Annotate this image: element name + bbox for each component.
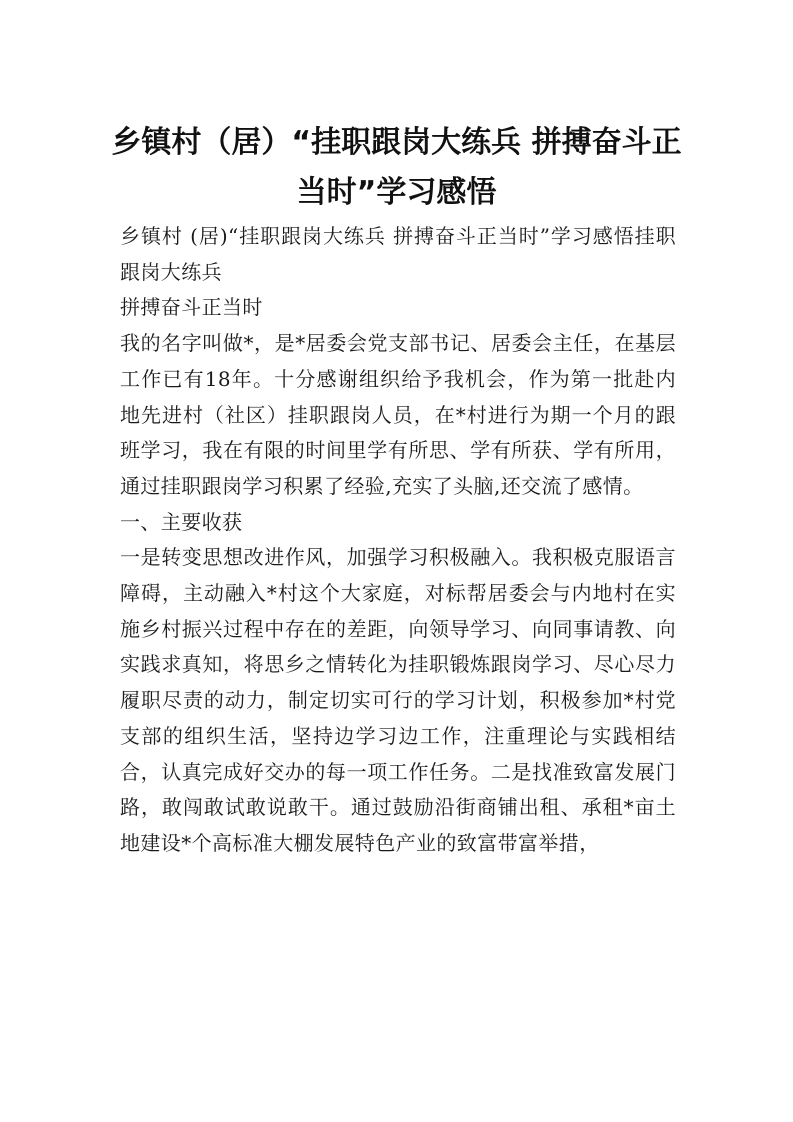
document-title: 乡镇村（居）“挂职跟岗大练兵 拼搏奋斗正当时”学习感悟 — [111, 125, 682, 210]
paragraph-main-gains: 一是转变思想改进作风，加强学习积极融入。我积极克服语言障碍，主动融入*村这个大家庭，对标帮居委会与内地村在实施乡村振兴过程中存在的差距，向领导学习、向同事请教、向实践求真知，将思乡之情转化为挂职锻炼跟岗学习、尽心尽力履职尽责的动力，制定切实可行的学习计划，积极参加*村党支部的组织生活，坚持边学习边工作，注重理论与实践相结合，认真完成好交办的每一项工作任务。二是找准致富发展门路，敢闯敢试敢说敢干。通过鼓励沿街商铺出租、承租*亩土地建设*个高标准大棚发展特色产业的致富带富举措， — [120, 545, 676, 855]
paragraph-self-introduction: 我的名字叫做*，是*居委会党支部书记、居委会主任，在基层工作已有18年。十分感谢组织给予我机会，作为第一批赴内地先进村（社区）挂职跟岗人员，在*村进行为期一个月的跟班学习，我在有限的时间里学有所思、学有所获、学有所用，通过挂职跟岗学习积累了经验,充实了头脑,还交流了感情。 — [120, 331, 676, 498]
paragraph-subtitle: 拼搏奋斗正当时 — [120, 295, 263, 320]
section-heading-main-gains: 一、主要收获 — [120, 509, 243, 534]
paragraph-intro: 乡镇村 (居)“挂职跟岗大练兵 拼搏奋斗正当时”学习感悟挂职跟岗大练兵 — [120, 224, 676, 284]
document-body — [120, 219, 676, 862]
